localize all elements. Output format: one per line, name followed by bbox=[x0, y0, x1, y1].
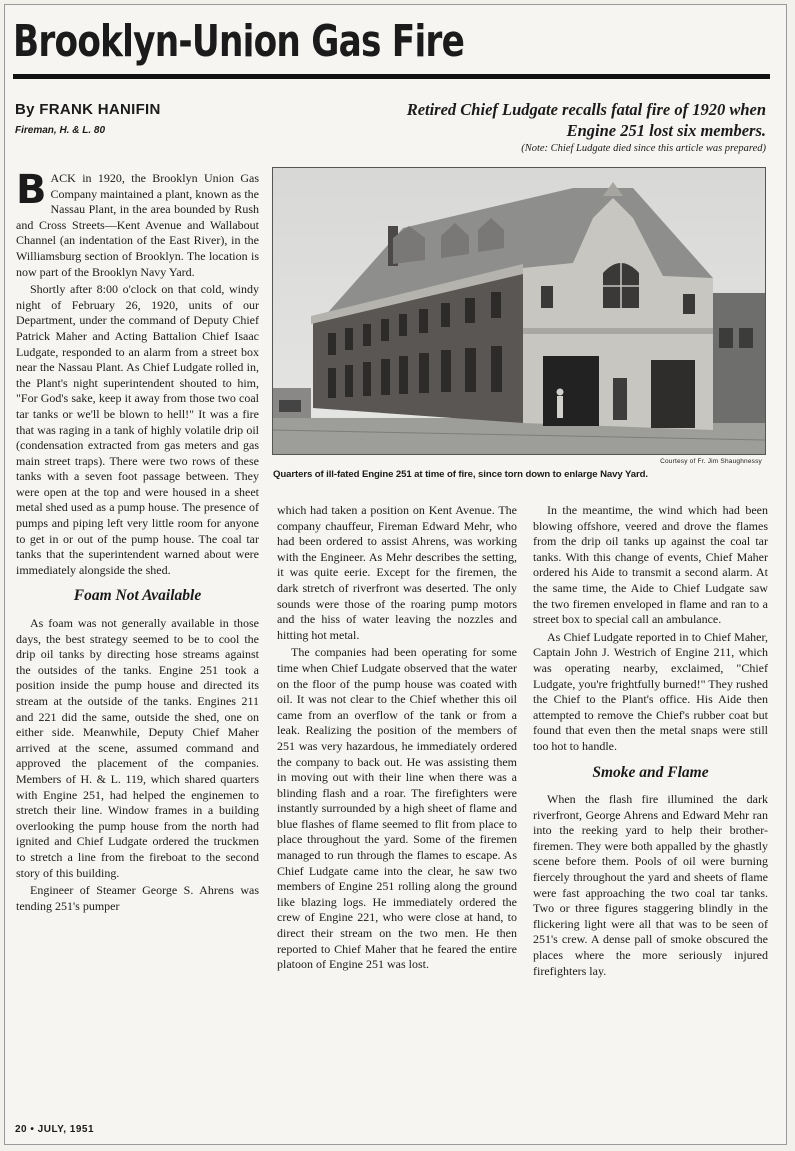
subhead-foam: Foam Not Available bbox=[73, 587, 202, 605]
subhead-smoke: Smoke and Flame bbox=[592, 763, 709, 781]
paragraph: In the meantime, the wind which had been blowing offshore, veered and drove the flames from the drip oil tanks up against the coal tar tanks. With this change of events, Chief Maher ordered his Aide to transmit a second alarm. At the same time, the Aide to Chief Ludgate saw the two firemen enveloped in flame and ran to a street box to special call an ambulance. bbox=[533, 503, 768, 627]
paragraph: The companies had been operating for some time when Chief Ludgate observed that the water on the floor of the pump house was coated with oil. It was not clear to the Chief whether this oil came from an overflow of the tank or from a leak. Realizing the position of the members of 251 was very hazardous, he immediately ordered the company to back out. He was assisting them in moving out with their line when there was a blinding flash and a roar. The firefighters were instantly surrounded by a high sheet of flame and blue flashes of flame seemed to flit from place to place throughout the yard. Some of the firemen managed to run through the flames to escape. As Chief Ludgate came into the clear, he saw two members of Engine 251 rolling along the ground like blazing logs. He immediately ordered the crew of Engine 221, who were close at hand, to direct their stream on the two men. He then reported to Chief Maher that he feared the entire platoon of Engine 251 was lost. bbox=[277, 645, 517, 972]
paragraph: As foam was not generally available in those days, the best strategy seemed to be to cool the drip oil tanks by directing hose streams against the outsides of the tanks. Engine 251 took a position inside the pump house and directed its stream at the outside of the tanks. Engines 211 and 221 did the same, outside the shed, one on either side. Meanwhile, Deputy Chief Maher arrived at the scene, assumed command and approved the placement of the companies. Members of H. & L. 119, which shared quarters with Engine 251, had helped the enginemen to stretch their line. Window frames in a building overlooking the pump house from the north had ignited and Chief Ludgate ordered the truckmen to stretch a line from the fireboat to the second story of this building. bbox=[16, 616, 259, 880]
article-column-2 bbox=[277, 503, 517, 973]
paragraph: which had taken a position on Kent Avenue. The company chauffeur, Fireman Edward Mehr, who had been ordered to assist Ahrens, was working with the Engineer. As Mehr describes the setting, it was quite eerie. Except for the firemen, the dark stretch of riverfront was deserted. The only sounds were those of the roaring pump motors and the hiss of water leaving the nozzles and hitting hot metal. bbox=[277, 503, 517, 642]
page-footer: 20 • JULY, 1951 bbox=[15, 1124, 95, 1135]
editor-note: (Note: Chief Ludgate died since this article was prepared) bbox=[521, 143, 766, 154]
article-deck: Retired Chief Ludgate recalls fatal fire of 1920 when Engine 251 lost six members. bbox=[406, 100, 766, 140]
byline-affiliation: Fireman, H. & L. 80 bbox=[15, 125, 106, 136]
article-column-3 bbox=[533, 503, 768, 979]
firehouse-illustration bbox=[273, 168, 765, 454]
magazine-page bbox=[4, 4, 787, 1145]
paragraph: Shortly after 8:00 o'clock on that cold, windy night of February 26, 1920, units of our Department, under the command of Deputy Chief Patrick Maher and Acting Battalion Chief Isaac Ludgate, responded to an alarm from a street box near the Nassau Plant. As Chief Ludgate rolled in, the Plant's night superintendent shouted to him, "For God's sake, keep it away from those two coal tar tanks or we'll be blown to hell!" It was a fire that was raging in a tank of highly volatile drip oil (condensation extracted from gas meters and gas main street traps). There were two rows of these tanks with a seven foot passage between. They were open at the top and were housed in a sheet metal shed used as a pump house. The presence of pumps and piping left very little room for anyone to get in or out of the pump house. The coal tar tanks that the superintendent warned about were immediately alongside the shed. bbox=[16, 282, 259, 577]
byline-author: By FRANK HANIFIN bbox=[15, 101, 161, 118]
lead-paragraph bbox=[16, 167, 259, 280]
paragraph: Engineer of Steamer George S. Ahrens was tending 251's pumper bbox=[16, 883, 259, 913]
firehouse-photo bbox=[272, 167, 766, 455]
photo-credit: Courtesy of Fr. Jim Shaughnessy bbox=[660, 458, 762, 465]
lead-paragraph-text: ACK in 1920, the Brooklyn Union Gas Company maintained a plant, known as the Nassau Plant, in the area bounded by Rush and Cross Streets—Kent Avenue and Wallabout Channel (an indentation of the East River), in the Williamsburg section of Brooklyn. The location is now part of the Brooklyn Navy Yard. bbox=[16, 171, 259, 279]
paragraph: As Chief Ludgate reported in to Chief Maher, Captain John J. Westrich of Engine 211, which was operating nearby, exclaimed, "Chief Ludgate, you're frightfully burned!" They rushed the Chief to the Plant's office. His Aide then attempted to remove the Chief's rubber coat but found that even then the metal snaps were still too hot to handle. bbox=[533, 629, 768, 753]
photo-caption: Quarters of ill-fated Engine 251 at time of fire, since torn down to enlarge Navy Yard. bbox=[273, 469, 648, 480]
article-column-1 bbox=[16, 167, 259, 914]
headline-rule bbox=[13, 74, 770, 79]
paragraph: When the flash fire illumined the dark riverfront, George Ahrens and Edward Mehr ran into the reeking yard to help their brother-firemen. They were both appalled by the ghastly scene before them. Pools of oil were burning fiercely throughout the yard and sheets of flame were fast approaching the two coal tar tanks. Two or three figures staggering blindly in the flickering light were all that was to be seen of 251's crew. A dense pall of smoke obscured the places where the more seriously injured firefighters lay. bbox=[533, 792, 768, 978]
article-headline: Brooklyn-Union Gas Fire bbox=[13, 16, 465, 67]
drop-cap: B bbox=[16, 167, 47, 213]
